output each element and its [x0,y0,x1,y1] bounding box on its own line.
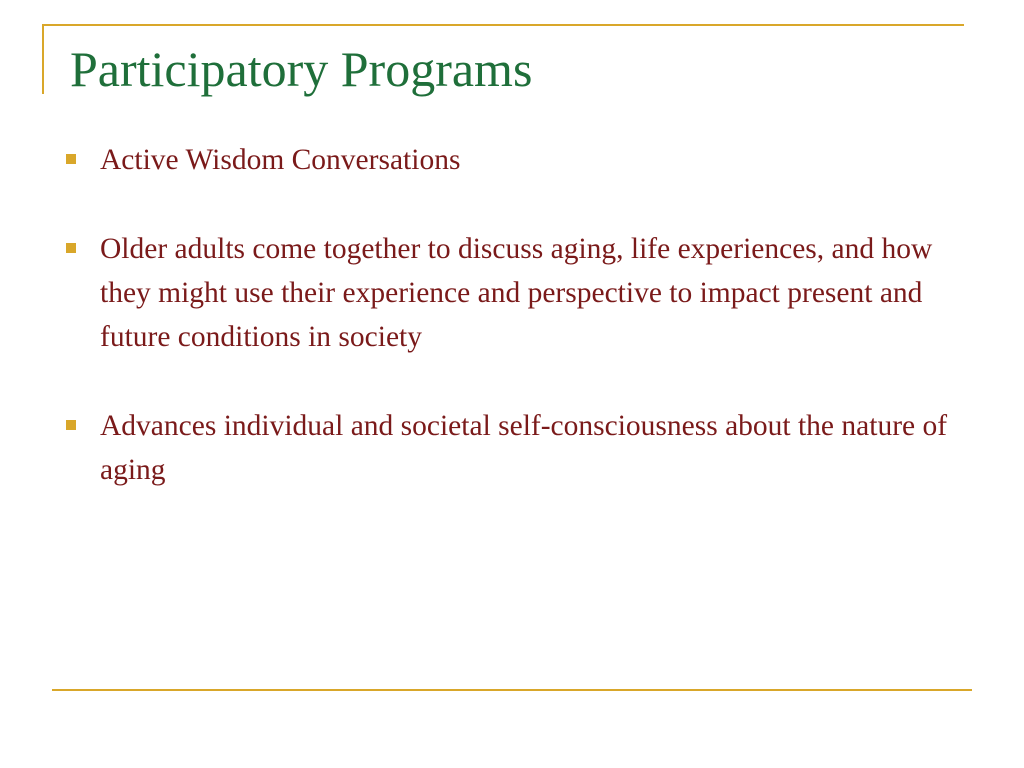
square-bullet-icon [66,243,76,253]
bullet-text: Active Wisdom Conversations [100,144,461,176]
square-bullet-icon [66,420,76,430]
bullet-text: Older adults come together to discuss aging, life experiences, and how they might use their experience and perspective to impact present and future conditions in society [100,233,933,353]
left-rule [42,24,44,94]
bullet-text: Advances individual and societal self-consciousness about the nature of aging [100,410,948,486]
bullet-item [60,227,960,359]
top-rule [42,24,964,26]
bottom-rule [52,689,972,691]
slide-title: Participatory Programs [70,41,533,97]
bullet-item [60,404,960,492]
bullet-item [60,138,960,182]
square-bullet-icon [66,154,76,164]
bullet-list [60,138,960,492]
